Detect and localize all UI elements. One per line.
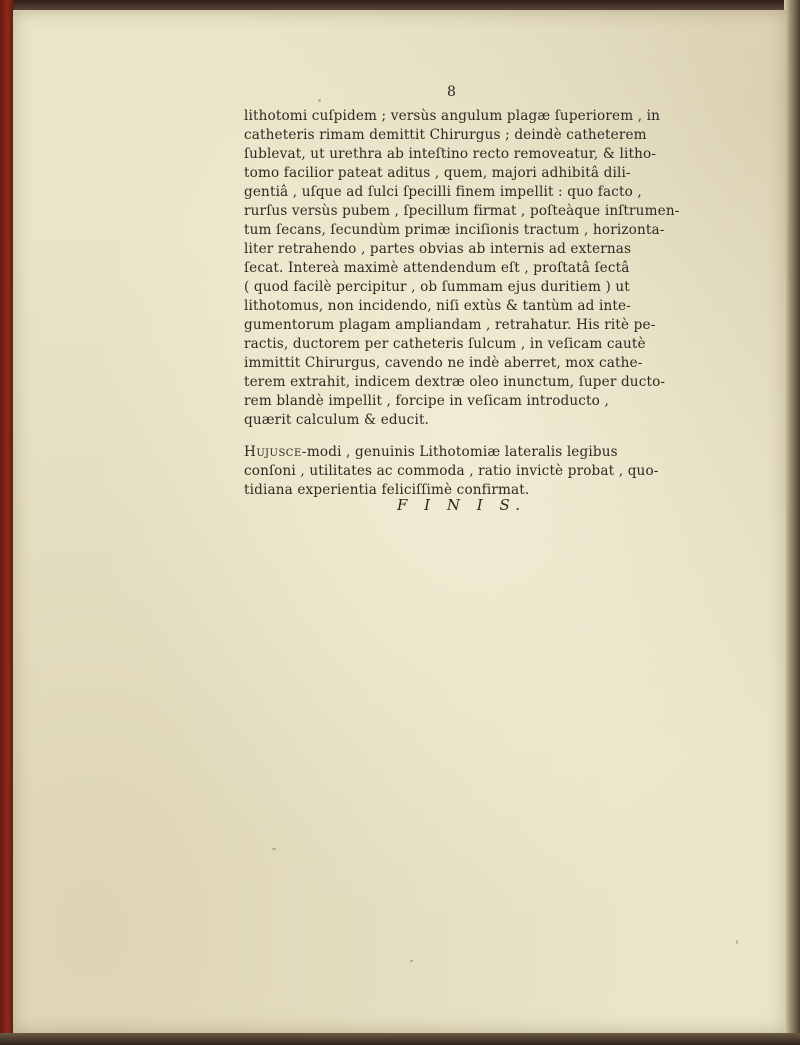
page-fore-edge (784, 0, 800, 1045)
text-line: catheteris rimam demittit Chirurgus ; deindè catheterem (244, 127, 647, 143)
text-line: gumentorum plagam ampliandam , retrahatur. His ritè pe- (244, 317, 656, 333)
paper-speck (272, 848, 276, 850)
text-line: liter retrahendo , partes obvias ab internis ad externas (244, 241, 632, 257)
text-line: rurſus versùs pubem , ſpecillum firmat , poſteàque inſtrumen- (244, 203, 680, 219)
small-caps-opening-word: Hujusce- (244, 444, 307, 460)
text-line: rem blandè impellit , forcipe in veſicam introducto , (244, 393, 609, 409)
paper-speck (318, 99, 321, 102)
paper-speck (736, 940, 738, 944)
binding-top-edge (0, 0, 800, 10)
text-line: ſublevat, ut urethra ab inteſtino recto removeatur, & litho- (244, 146, 657, 162)
page-number: 8 (447, 84, 456, 100)
text-line: conſoni , utilitates ac commoda , ratio invictè probat , quo- (244, 463, 659, 479)
text-line: lithotomi cuſpidem ; versùs angulum plagæ ſuperiorem , in (244, 108, 661, 124)
red-binding-edge (0, 0, 14, 1045)
finis-heading: F I N I S. (397, 496, 526, 514)
opening-line-rest: modi , genuinis Lithotomiæ lateralis legibus (306, 444, 618, 460)
text-line: lithotomus, non incidendo, niſi extùs & tantùm ad inte- (244, 298, 631, 314)
text-line: gentiâ , uſque ad ſulci ſpecilli finem impellit : quo facto , (244, 184, 642, 200)
text-line: ſecat. Intereà maximè attendendum eſt , proſtatâ ſectâ (244, 260, 630, 276)
text-line: ractis, ductorem per catheteris ſulcum , in veſicam cautè (244, 336, 646, 352)
text-line: quærit calculum & educit. (244, 412, 430, 428)
text-line: tidiana experientia feliciſſimè confirmat. (244, 482, 530, 498)
text-line: tomo facilior pateat aditus , quem, majori adhibitâ dili- (244, 165, 631, 181)
text-line: tum ſecans, ſecundùm primæ inciſionis tractum , horizonta- (244, 222, 665, 238)
paragraph-opening-line (244, 444, 618, 460)
text-line: immittit Chirurgus, cavendo ne indè aberret, mox cathe- (244, 355, 643, 371)
binding-bottom-edge (0, 1033, 800, 1045)
paper-page (13, 10, 786, 1033)
paper-speck (410, 960, 413, 962)
text-line: terem extrahit, indicem dextræ oleo inunctum, ſuper ducto- (244, 374, 666, 390)
text-line: ( quod facilè percipitur , ob ſummam ejus duritiem ) ut (244, 279, 630, 295)
